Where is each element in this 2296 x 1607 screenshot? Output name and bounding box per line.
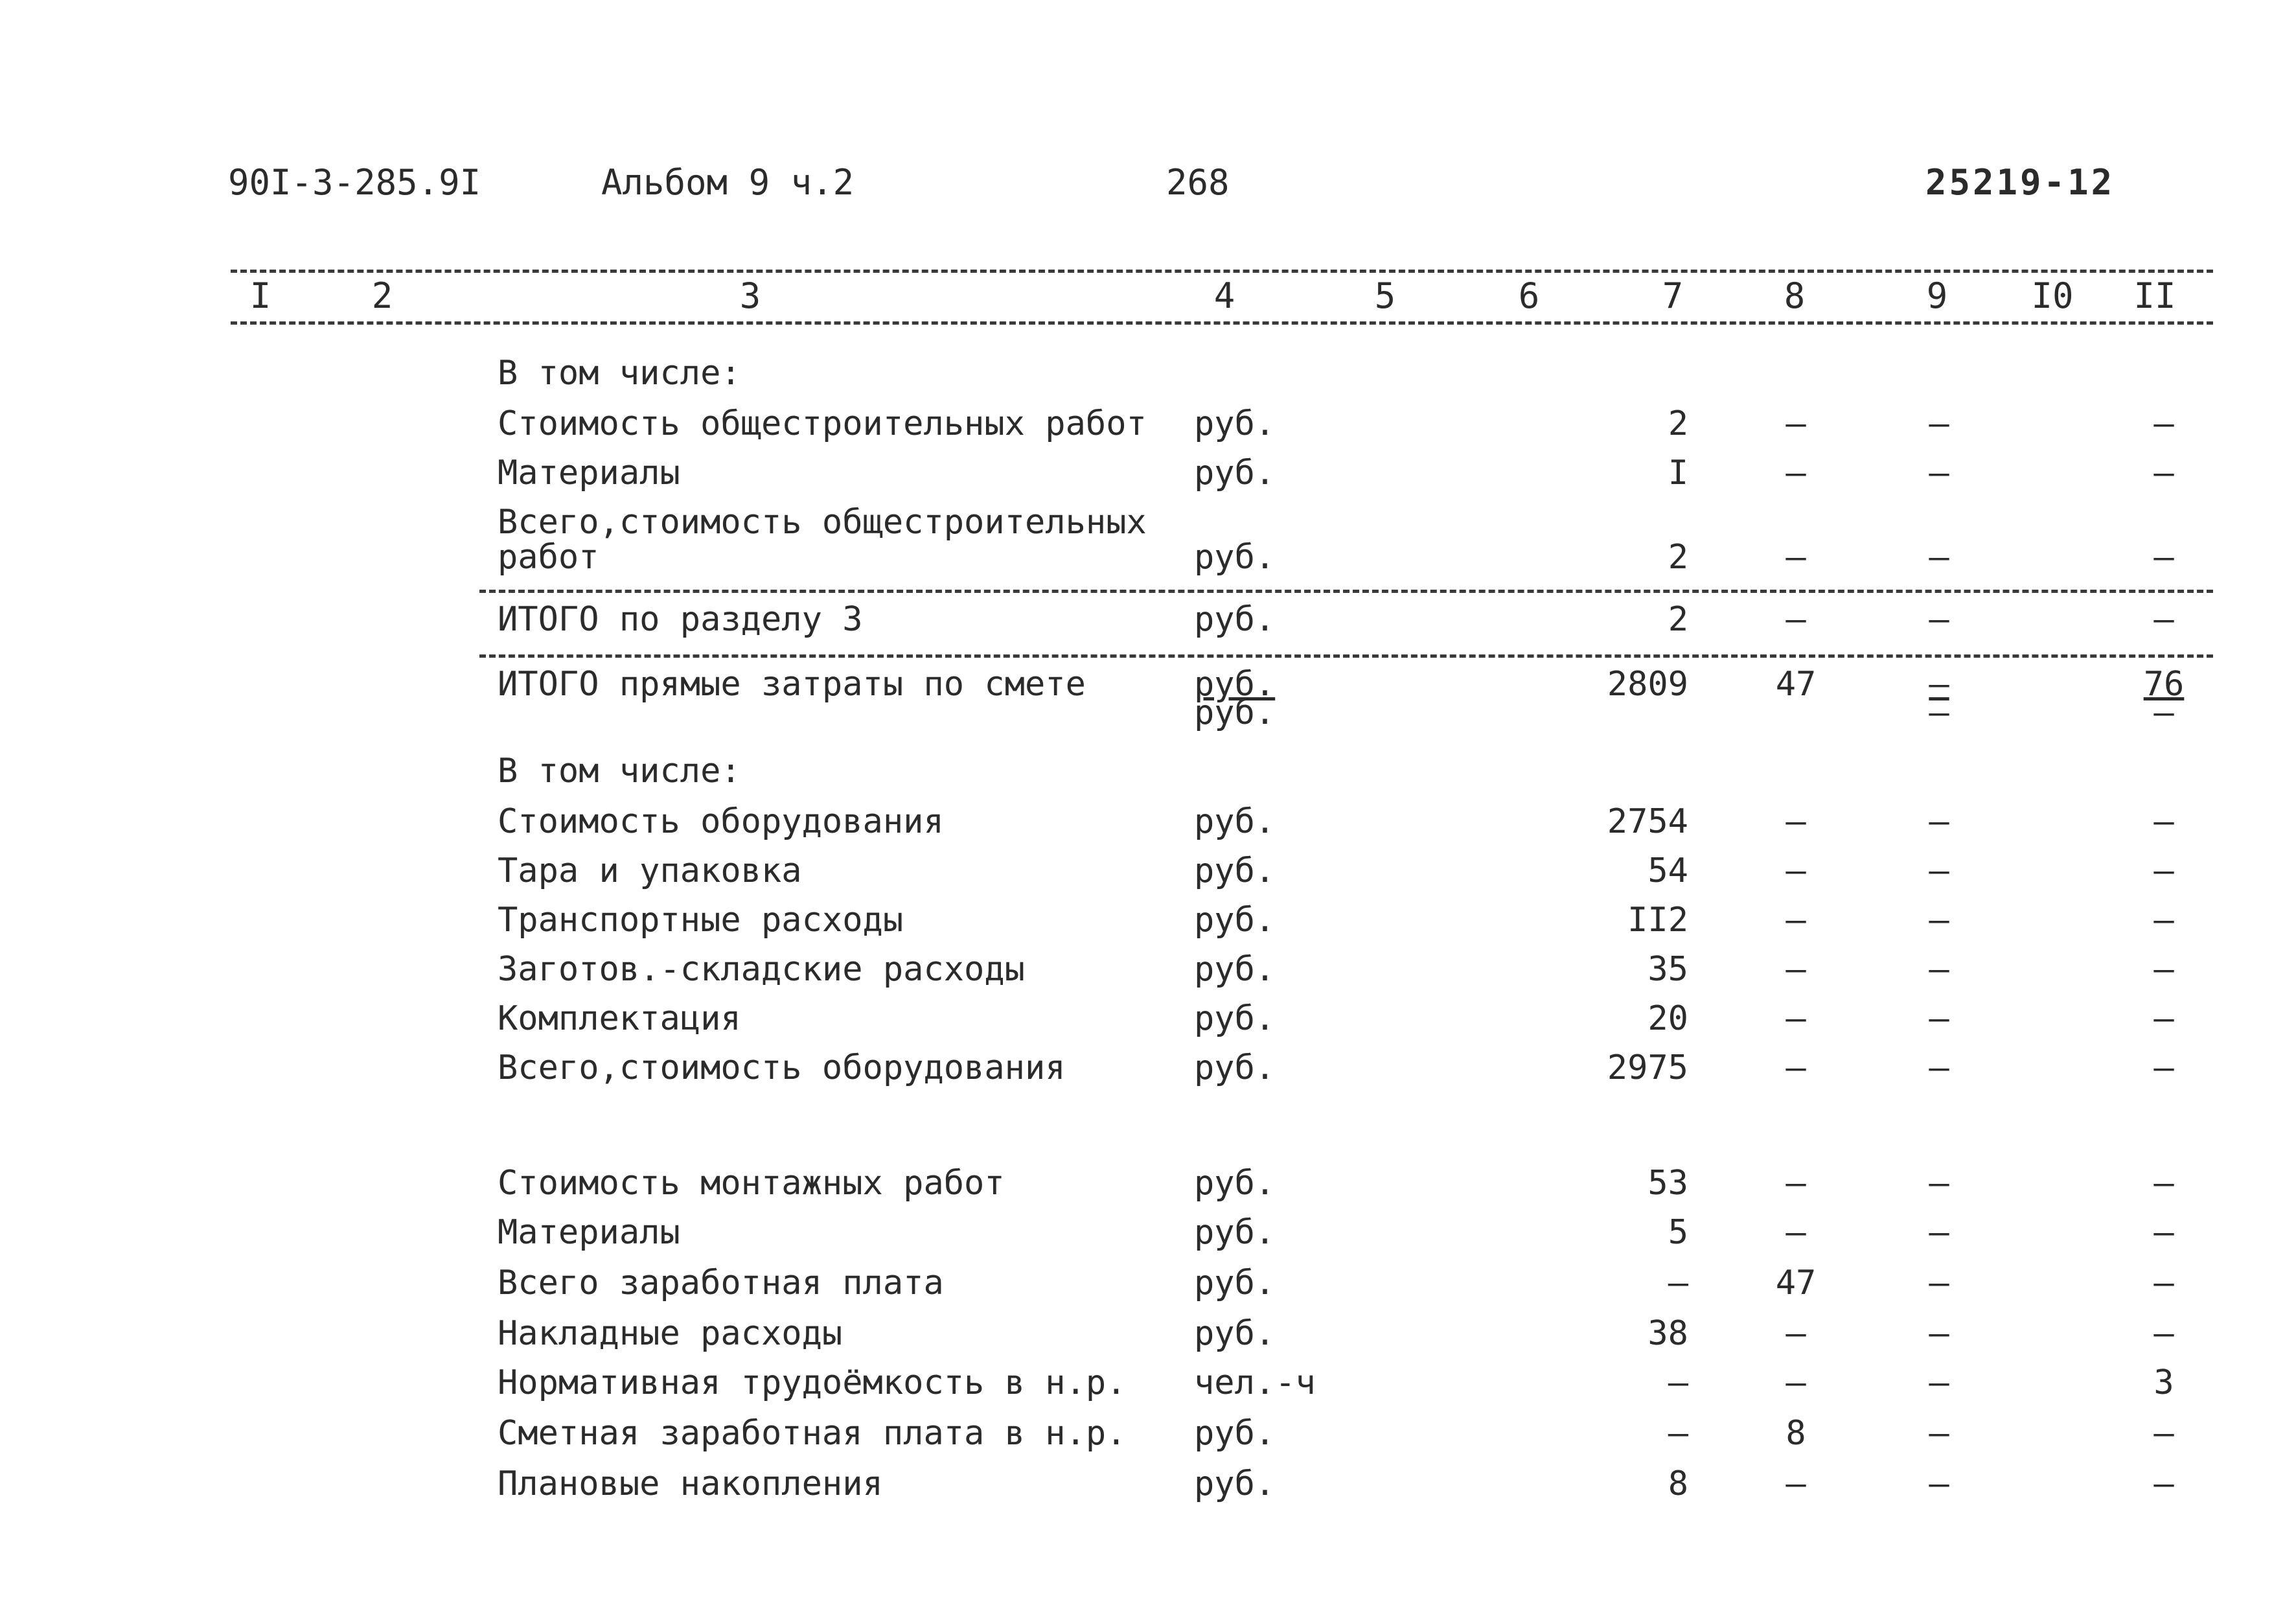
item-name: Стоимость оборудования: [498, 802, 944, 841]
table-row: Комплектация руб. 20 – – –: [498, 999, 2174, 1038]
table-row: ИТОГО прямые затраты по смете руб. 2809 47 – 76: [498, 665, 2185, 704]
table-row: Всего,стоимость оборудования руб. 2975 – – –: [498, 1048, 2174, 1087]
value-col7: 35: [1647, 950, 1688, 989]
item-name: Нормативная трудоёмкость в н.р.: [498, 1363, 1127, 1402]
item-name: ИТОГО по разделу 3: [498, 600, 863, 639]
value-col7: 20: [1647, 999, 1688, 1038]
table-row: [0, 752, 2296, 798]
value-col7: –: [1668, 1363, 1688, 1402]
value-col7: 2: [1668, 538, 1688, 577]
item-name: Стоимость монтажных работ: [498, 1164, 1005, 1203]
item-unit: руб.: [1194, 1264, 1276, 1302]
item-name: Сметная заработная плата в н.р.: [498, 1414, 1127, 1453]
item-name: Комплектация: [498, 999, 741, 1038]
item-name: Накладные расходы: [498, 1314, 843, 1353]
value-col7: 2: [1668, 404, 1688, 443]
table-row: Накладные расходы руб. 38 – – –: [498, 1314, 2174, 1353]
table-row: Стоимость оборудования руб. 2754 – – –: [498, 802, 2174, 841]
value-col7: 2975: [1607, 1048, 1688, 1087]
item-name: Транспортные расходы: [498, 901, 904, 940]
column-number: I: [249, 275, 271, 316]
item-name: Всего,стоимость общестроительных: [498, 503, 1147, 542]
column-number: 2: [371, 275, 393, 316]
value-col7: 54: [1647, 851, 1688, 890]
table-row: Стоимость общестроительных работ руб. 2 – – –: [498, 404, 2174, 443]
item-unit: руб.: [1194, 665, 1276, 704]
item-unit: руб.: [1194, 802, 1276, 841]
album-label: Альбом 9 ч.2: [601, 162, 855, 203]
column-number: I0: [2031, 275, 2074, 316]
item-unit: чел.-ч: [1194, 1363, 1316, 1402]
table-row: Сметная заработная плата в н.р. руб. – 8 – –: [498, 1414, 2174, 1453]
value-col7: –: [1668, 1414, 1688, 1453]
table-row: Заготов.-складские расходы руб. 35 – – –: [498, 950, 2174, 989]
table-row: руб. – –: [1194, 693, 2174, 732]
item-name: В том числе:: [498, 752, 741, 791]
value-col7: 2: [1668, 600, 1688, 639]
item-unit: руб.: [1194, 851, 1276, 890]
page-number: 268: [1166, 162, 1230, 203]
column-number: 9: [1926, 275, 1948, 316]
item-unit: руб.: [1194, 600, 1276, 639]
document-code: 90I-3-285.9I: [228, 162, 481, 203]
item-unit: руб.: [1194, 1314, 1276, 1353]
table-row: Материалы руб. 5 – – –: [498, 1213, 2174, 1252]
table-row: Плановые накопления руб. 8 – – –: [498, 1464, 2174, 1503]
value-col7: 8: [1668, 1464, 1688, 1503]
column-number: II: [2133, 275, 2176, 316]
column-number: 8: [1784, 275, 1806, 316]
column-number: 4: [1213, 275, 1235, 316]
value-col7: I: [1668, 454, 1688, 492]
value-col7: 53: [1647, 1164, 1688, 1203]
item-name: работ: [498, 538, 599, 577]
table-row: Всего заработная плата руб. – 47 – –: [498, 1264, 2174, 1302]
item-name: Материалы: [498, 1213, 680, 1252]
item-unit: руб.: [1194, 1213, 1276, 1252]
item-name: ИТОГО прямые затраты по смете: [498, 665, 1086, 704]
item-unit: руб.: [1194, 999, 1276, 1038]
item-unit: руб.: [1194, 1464, 1276, 1503]
column-number: 3: [739, 275, 761, 316]
column-number: 6: [1518, 275, 1540, 316]
item-unit: руб.: [1194, 693, 1276, 732]
item-name: Всего заработная плата: [498, 1264, 944, 1302]
table-row: Тара и упаковка руб. 54 – – –: [498, 851, 2174, 890]
table-row: Нормативная трудоёмкость в н.р. чел.-ч – – – 3: [498, 1363, 2174, 1402]
item-unit: руб.: [1194, 454, 1276, 492]
table-row: Материалы руб. I – – –: [498, 454, 2174, 492]
table-row: Транспортные расходы руб. II2 – – –: [498, 901, 2174, 940]
value-col7: 2754: [1607, 802, 1688, 841]
item-unit: руб.: [1194, 901, 1276, 940]
column-number: 5: [1374, 275, 1396, 316]
table-row: Стоимость монтажных работ руб. 53 – – –: [498, 1164, 2174, 1203]
sheet-code: 25219-12: [1925, 162, 2115, 203]
item-name: Заготов.-складские расходы: [498, 950, 1025, 989]
item-name: Тара и упаковка: [498, 851, 802, 890]
item-name: В том числе:: [498, 354, 741, 393]
value-col7: 2809: [1607, 665, 1688, 704]
value-col7: II2: [1627, 901, 1688, 940]
item-unit: руб.: [1194, 538, 1276, 577]
item-unit: руб.: [1194, 1414, 1276, 1453]
table-row: [0, 354, 2296, 400]
value-col7: 38: [1647, 1314, 1688, 1353]
item-name: Материалы: [498, 454, 680, 492]
table-row: ИТОГО по разделу 3 руб. 2 – – –: [498, 600, 2174, 639]
table-row: работ руб. 2 – – –: [498, 538, 2174, 577]
item-name: Стоимость общестроительных работ: [498, 404, 1147, 443]
value-col7: –: [1668, 1264, 1688, 1302]
item-unit: руб.: [1194, 404, 1276, 443]
item-unit: руб.: [1194, 950, 1276, 989]
item-unit: руб.: [1194, 1164, 1276, 1203]
column-number: 7: [1662, 275, 1684, 316]
item-unit: руб.: [1194, 1048, 1276, 1087]
item-name: Всего,стоимость оборудования: [498, 1048, 1066, 1087]
item-name: Плановые накопления: [498, 1464, 883, 1503]
value-col7: 5: [1668, 1213, 1688, 1252]
